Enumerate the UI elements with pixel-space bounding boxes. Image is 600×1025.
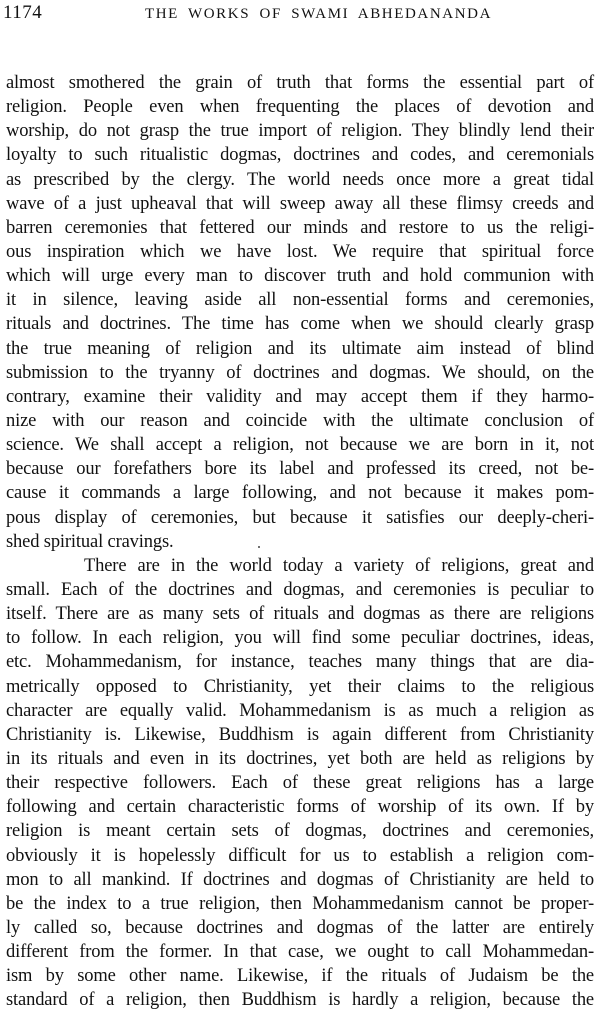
paragraph-1 — [6, 71, 594, 554]
text-line: to follow. In each religion, you will find some peculiar doctrines, ideas, — [6, 628, 594, 649]
text-line: different from the former. In that case, we ought to call Mohammedan- — [6, 942, 594, 963]
text-line: There are in the world today a variety of religions, great and — [84, 555, 594, 576]
text-line: their respective followers. Each of these great religions has a large — [6, 773, 594, 794]
ink-speck — [258, 546, 260, 548]
body-text — [6, 71, 594, 1012]
text-line: metrically opposed to Christianity, yet their claims to the religious — [6, 676, 594, 697]
text-line: science. We shall accept a religion, not because we are born in it, not — [6, 435, 594, 456]
text-line: mon to all mankind. If doctrines and dogmas of Christianity are held to — [6, 869, 594, 890]
text-line: worship, do not grasp the true import of religion. They blindly lend their — [6, 121, 594, 142]
text-line: religion. People even when frequenting the places of devotion and — [6, 97, 594, 118]
text-line: which will urge every man to discover truth and hold communion with — [6, 266, 594, 287]
running-title: THE WORKS OF SWAMI ABHEDANANDA — [144, 6, 493, 22]
text-line: barren ceremonies that fettered our minds and restore to us the religi- — [6, 217, 594, 238]
text-line: nize with our reason and coincide with the ultimate conclusion of — [6, 410, 594, 431]
text-line: rituals and doctrines. The time has come when we should clearly grasp — [6, 314, 594, 335]
text-line: pous display of ceremonies, but because it satisfies our deeply-cheri- — [6, 507, 594, 528]
text-line: because our forefathers bore its label and professed its creed, not be- — [6, 459, 594, 480]
page-number: 1174 — [3, 2, 43, 23]
text-line: wave of a just upheaval that will sweep away all these flimsy creeds and — [6, 193, 594, 214]
text-line: as prescribed by the clergy. The world needs once more a great tidal — [6, 169, 594, 190]
text-line: almost smothered the grain of truth that forms the essential part of — [6, 73, 594, 93]
text-line: Christianity is. Likewise, Buddhism is again different from Christianity — [6, 724, 594, 745]
text-line: standard of a religion, then Buddhism is hardly a religion, because the — [6, 990, 594, 1011]
text-line: cause it commands a large following, and not because it makes pom- — [6, 483, 594, 504]
text-line: ous inspiration which we have lost. We require that spiritual force — [6, 241, 594, 262]
paragraph-2 — [6, 554, 594, 1013]
text-line: the true meaning of religion and its ultimate aim instead of blind — [6, 338, 594, 359]
text-line: obviously it is hopelessly difficult for us to establish a religion com- — [6, 845, 594, 866]
text-line: ism by some other name. Likewise, if the rituals of Judaism be the — [6, 966, 594, 987]
text-line: following and certain characteristic forms of worship of its own. If by — [6, 797, 594, 818]
text-line: religion is meant certain sets of dogmas, doctrines and ceremonies, — [6, 821, 594, 842]
text-line: submission to the tryanny of doctrines and dogmas. We should, on the — [6, 362, 594, 383]
text-line: loyalty to such ritualistic dogmas, doctrines and codes, and ceremonials — [6, 145, 594, 166]
text-line: shed spiritual cravings. — [6, 531, 174, 552]
text-line: small. Each of the doctrines and dogmas, and ceremonies is peculiar to — [6, 579, 594, 600]
text-line: ly called so, because doctrines and dogmas of the latter are entirely — [6, 917, 594, 938]
text-line: in its rituals and even in its doctrines, yet both are held as religions by — [6, 748, 594, 769]
running-header — [3, 1, 594, 25]
text-line: character are equally valid. Mohammedanism is as much a religion as — [6, 700, 594, 721]
text-line: itself. There are as many sets of rituals and dogmas as there are religions — [6, 604, 594, 625]
text-line: it in silence, leaving aside all non-essential forms and ceremonies, — [6, 290, 594, 311]
text-line: be the index to a true religion, then Mohammedanism cannot be proper- — [6, 893, 594, 914]
text-line: etc. Mohammedanism, for instance, teaches many things that are dia- — [6, 652, 594, 673]
text-line: contrary, examine their validity and may accept them if they harmo- — [6, 386, 594, 407]
